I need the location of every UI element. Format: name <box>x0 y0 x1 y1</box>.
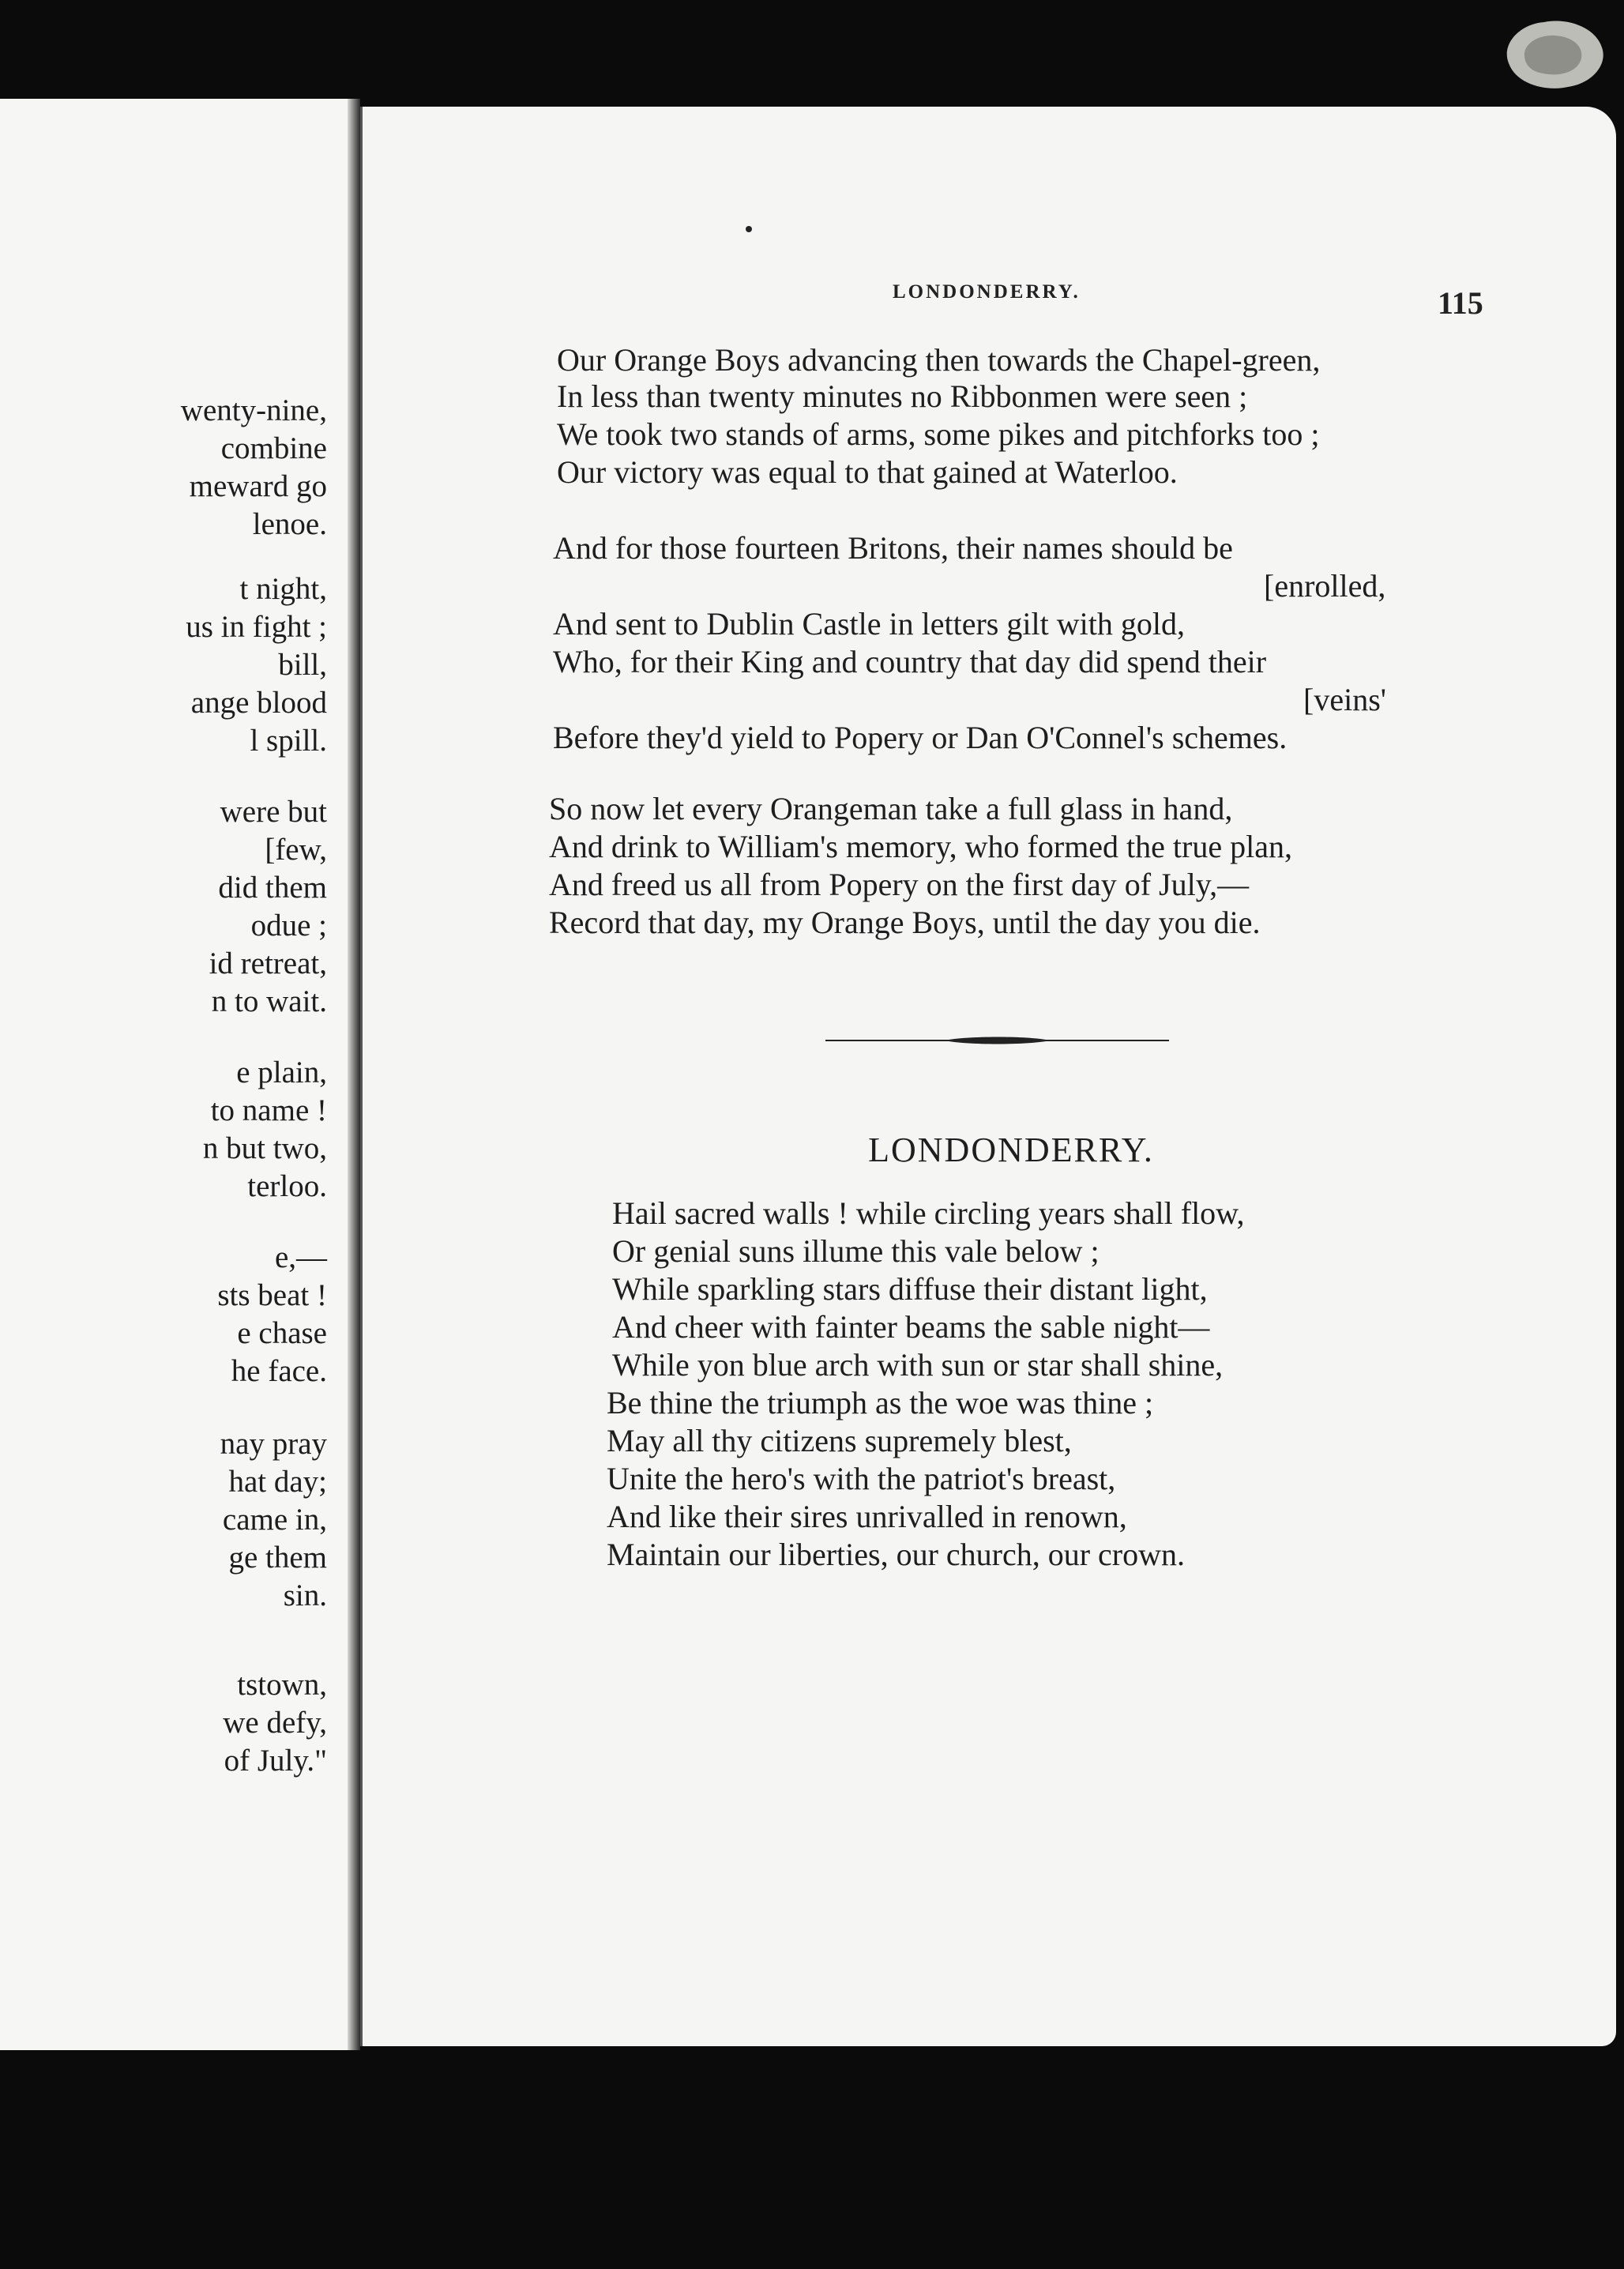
ornamental-rule <box>825 1033 1169 1048</box>
left-page-line: e,— <box>274 1240 327 1274</box>
poem-line: And like their sires unrivalled in renown, <box>607 1499 1127 1534</box>
stanza-3-line: And freed us all from Popery on the first day of July,— <box>549 867 1250 902</box>
left-page-line: sts beat ! <box>217 1278 327 1312</box>
page-number: 115 <box>1438 285 1483 321</box>
left-page-line: id retreat, <box>209 946 327 980</box>
left-page-line: combine <box>220 431 327 465</box>
running-head: LONDONDERRY. <box>893 281 1081 303</box>
left-facing-page <box>0 99 348 2050</box>
stanza-1-line: Our Orange Boys advancing then towards the Chapel-green, <box>557 342 1321 378</box>
poem-line: Unite the hero's with the patriot's breast, <box>607 1461 1116 1496</box>
left-page-line: meward go <box>189 469 327 503</box>
left-page-line: sin. <box>283 1579 327 1612</box>
left-page-line: n to wait. <box>211 984 327 1018</box>
left-page-line: to name ! <box>210 1093 327 1127</box>
poem-line: Be thine the triumph as the woe was thine ; <box>607 1385 1154 1420</box>
book-gutter <box>348 99 360 2050</box>
stanza-2-turnover: [veins' <box>1303 682 1386 717</box>
left-page-line: t night, <box>239 572 327 606</box>
poem-line: Hail sacred walls ! while circling years shall flow, <box>612 1195 1245 1231</box>
stanza-2-line: Who, for their King and country that day did spend their <box>553 644 1267 679</box>
left-page-line: of July." <box>224 1744 327 1778</box>
stanza-3-line: So now let every Orangeman take a full glass in hand, <box>549 791 1233 826</box>
stanza-2-line: And sent to Dublin Castle in letters gilt with gold, <box>553 606 1185 642</box>
left-page-line: he face. <box>231 1354 327 1388</box>
stanza-1-line: Our victory was equal to that gained at Waterloo. <box>557 454 1178 490</box>
printer-dot <box>746 226 752 232</box>
left-page-line: ge them <box>228 1541 327 1575</box>
left-page-line: nay pray <box>220 1427 327 1461</box>
paper-stain <box>1493 8 1611 95</box>
poem-line: While sparkling stars diffuse their distant light, <box>612 1271 1208 1307</box>
left-page-line: did them <box>218 871 327 905</box>
stanza-3-line: Record that day, my Orange Boys, until the day you die. <box>549 905 1261 940</box>
left-page-line: wenty-nine, <box>180 393 327 427</box>
stanza-2-turnover: [enrolled, <box>1264 568 1386 604</box>
left-page-line: l spill. <box>250 724 327 758</box>
left-page-line: odue ; <box>250 909 327 943</box>
stanza-2-line: And for those fourteen Britons, their names should be <box>553 530 1233 566</box>
poem-line: And cheer with fainter beams the sable night— <box>612 1309 1210 1345</box>
left-page-line: lenoe. <box>252 507 327 541</box>
poem-line: While yon blue arch with sun or star shall shine, <box>612 1347 1224 1383</box>
left-page-line: [few, <box>265 833 327 867</box>
poem-line: Or genial suns illume this vale below ; <box>612 1233 1100 1269</box>
left-page-line: were but <box>220 795 327 829</box>
left-page-line: n but two, <box>202 1131 327 1165</box>
binding-edge <box>360 107 363 2046</box>
left-page-line: e chase <box>237 1316 327 1350</box>
left-page-line: ange blood <box>190 686 327 720</box>
left-page-line: came in, <box>222 1503 327 1537</box>
left-page-line: we defy, <box>223 1706 327 1740</box>
left-page-line: terloo. <box>247 1169 327 1203</box>
poem-line: Maintain our liberties, our church, our crown. <box>607 1537 1186 1572</box>
stanza-1-line: In less than twenty minutes no Ribbonmen were seen ; <box>557 378 1248 414</box>
left-page-line: tstown, <box>237 1668 327 1702</box>
poem-line: May all thy citizens supremely blest, <box>607 1423 1072 1458</box>
left-page-line: bill, <box>278 648 327 682</box>
left-page-line: us in fight ; <box>186 610 327 644</box>
left-page-line: e plain, <box>236 1055 327 1089</box>
stanza-2-line: Before they'd yield to Popery or Dan O'Connel's schemes. <box>553 720 1288 755</box>
left-page-line: hat day; <box>228 1465 327 1499</box>
poem-title: LONDONDERRY. <box>868 1131 1154 1169</box>
stanza-3-line: And drink to William's memory, who formed the true plan, <box>549 829 1292 864</box>
stanza-1-line: We took two stands of arms, some pikes and pitchforks too ; <box>557 416 1320 452</box>
